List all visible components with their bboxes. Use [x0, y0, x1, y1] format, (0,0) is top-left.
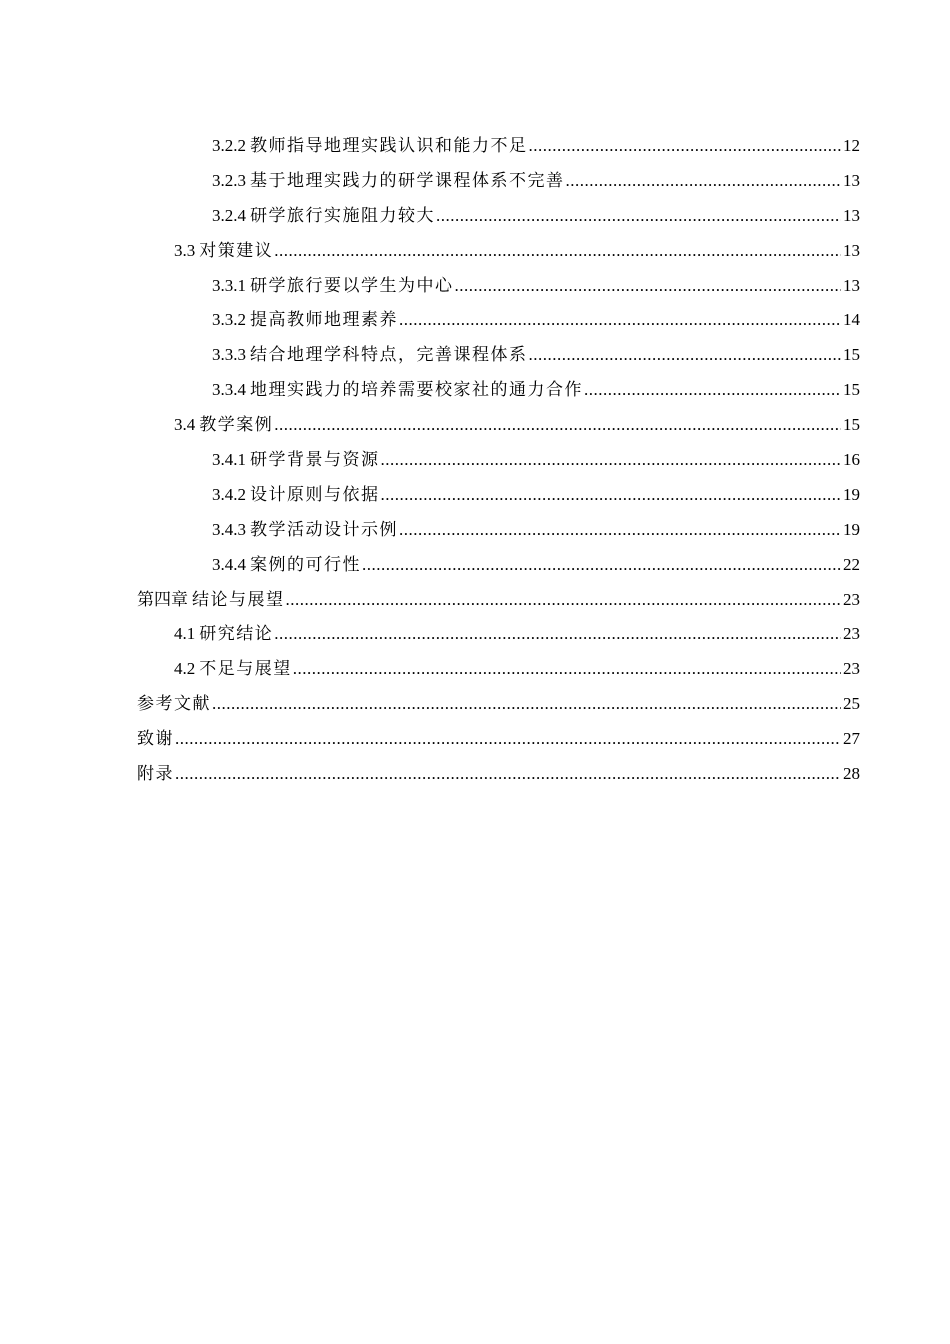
- toc-entry-page-number: 16: [843, 450, 860, 470]
- toc-entry[interactable]: [137, 201, 860, 236]
- toc-entry-title: 基于地理实践力的研学课程体系不完善: [250, 170, 565, 190]
- toc-entry-title: 教师指导地理实践认识和能力不足: [250, 136, 528, 155]
- toc-entry[interactable]: [137, 375, 860, 410]
- toc-entry[interactable]: [137, 236, 860, 271]
- toc-entry[interactable]: [137, 550, 860, 585]
- toc-entry[interactable]: [137, 131, 860, 166]
- toc-entry-title: 提高教师地理素养: [250, 310, 398, 330]
- dot-leader: [584, 380, 841, 400]
- dot-leader: [529, 136, 842, 156]
- dot-leader: [529, 345, 842, 365]
- toc-entry-number: 3.3.2: [212, 310, 246, 330]
- dot-leader: [362, 555, 841, 575]
- toc-entry-page-number: 13: [843, 240, 860, 260]
- dot-leader: [274, 624, 841, 644]
- toc-entry[interactable]: [137, 166, 860, 201]
- toc-entry-number: 3.2.2: [212, 136, 246, 155]
- toc-entry-number: 3.3.1: [212, 275, 246, 295]
- toc-entry-title: 研学旅行实施阻力较大: [250, 205, 435, 225]
- dot-leader: [399, 520, 841, 540]
- toc-entry[interactable]: [137, 724, 860, 759]
- toc-entry-title: 设计原则与依据: [250, 484, 380, 504]
- toc-entry-page-number: 28: [843, 764, 860, 784]
- toc-entry-title: 结合地理学科特点，完善课程体系: [250, 345, 528, 365]
- toc-entry-number: 4.1: [174, 624, 196, 644]
- toc-entry-title: 参考文献: [137, 694, 211, 714]
- toc-entry-page-number: 13: [843, 170, 860, 190]
- toc-entry-title: 教学案例: [199, 415, 274, 435]
- table-of-contents: [137, 131, 860, 794]
- toc-entry[interactable]: [137, 759, 860, 794]
- toc-entry-title: 对策建议: [199, 240, 274, 260]
- toc-entry-page-number: 25: [843, 694, 860, 714]
- toc-entry[interactable]: [137, 480, 860, 515]
- toc-entry-title: 不足与展望: [199, 659, 292, 679]
- toc-entry-number: 3.3.4: [212, 380, 246, 400]
- toc-entry-title: 案例的可行性: [250, 554, 361, 574]
- dot-leader: [274, 415, 841, 435]
- toc-entry[interactable]: [137, 445, 860, 480]
- toc-entry-page-number: 19: [843, 519, 860, 539]
- toc-entry-title: 附录: [137, 764, 174, 784]
- toc-entry-number: 3.4.1: [212, 450, 246, 470]
- toc-entry-page-number: 13: [843, 275, 860, 295]
- toc-entry-number: 3.2.4: [212, 205, 246, 225]
- dot-leader: [436, 206, 841, 226]
- dot-leader: [286, 590, 842, 610]
- toc-entry-title: 地理实践力的培养需要校家社的通力合作: [250, 380, 583, 400]
- toc-entry-number: 3.4.2: [212, 484, 246, 504]
- dot-leader: [381, 485, 842, 505]
- toc-entry-title: 致谢: [137, 729, 174, 749]
- dot-leader: [455, 276, 842, 296]
- dot-leader: [566, 171, 842, 191]
- toc-entry[interactable]: [137, 305, 860, 340]
- dot-leader: [212, 694, 841, 714]
- toc-entry-title: 结论与展望: [192, 589, 285, 609]
- toc-entry-page-number: 15: [843, 380, 860, 400]
- toc-entry-page-number: 15: [843, 415, 860, 435]
- toc-entry-number: 3.3: [174, 240, 196, 260]
- dot-leader: [293, 659, 841, 679]
- toc-entry-title: 教学活动设计示例: [250, 519, 398, 539]
- toc-entry[interactable]: [137, 689, 860, 724]
- toc-entry-title: 研学背景与资源: [250, 450, 380, 470]
- toc-entry-number: 3.4: [174, 415, 196, 435]
- toc-entry-page-number: 13: [843, 205, 860, 225]
- toc-entry-page-number: 15: [843, 345, 860, 365]
- toc-entry-page-number: 22: [843, 554, 860, 574]
- toc-entry[interactable]: [137, 515, 860, 550]
- toc-entry[interactable]: [137, 340, 860, 375]
- toc-entry-page-number: 19: [843, 484, 860, 504]
- toc-entry-number: 3.4.4: [212, 554, 246, 574]
- toc-entry-number: 3.4.3: [212, 519, 246, 539]
- toc-entry-number: 3.2.3: [212, 170, 246, 190]
- toc-entry-page-number: 14: [843, 310, 860, 330]
- toc-entry-page-number: 23: [843, 589, 860, 609]
- toc-entry-number: 第四章: [137, 589, 188, 609]
- dot-leader: [175, 729, 841, 749]
- toc-entry-page-number: 12: [843, 136, 860, 155]
- toc-entry-number: 3.3.3: [212, 345, 246, 365]
- toc-entry-page-number: 27: [843, 729, 860, 749]
- dot-leader: [381, 450, 842, 470]
- toc-entry-number: 4.2: [174, 659, 196, 679]
- toc-entry-title: 研究结论: [199, 624, 274, 644]
- dot-leader: [399, 310, 841, 330]
- toc-entry[interactable]: [137, 271, 860, 306]
- toc-entry[interactable]: [137, 410, 860, 445]
- dot-leader: [274, 241, 841, 261]
- toc-entry[interactable]: [137, 585, 860, 620]
- toc-entry[interactable]: [137, 654, 860, 689]
- toc-entry-page-number: 23: [843, 624, 860, 644]
- toc-entry-page-number: 23: [843, 659, 860, 679]
- toc-entry-title: 研学旅行要以学生为中心: [250, 275, 454, 295]
- toc-entry[interactable]: [137, 619, 860, 654]
- dot-leader: [175, 764, 841, 784]
